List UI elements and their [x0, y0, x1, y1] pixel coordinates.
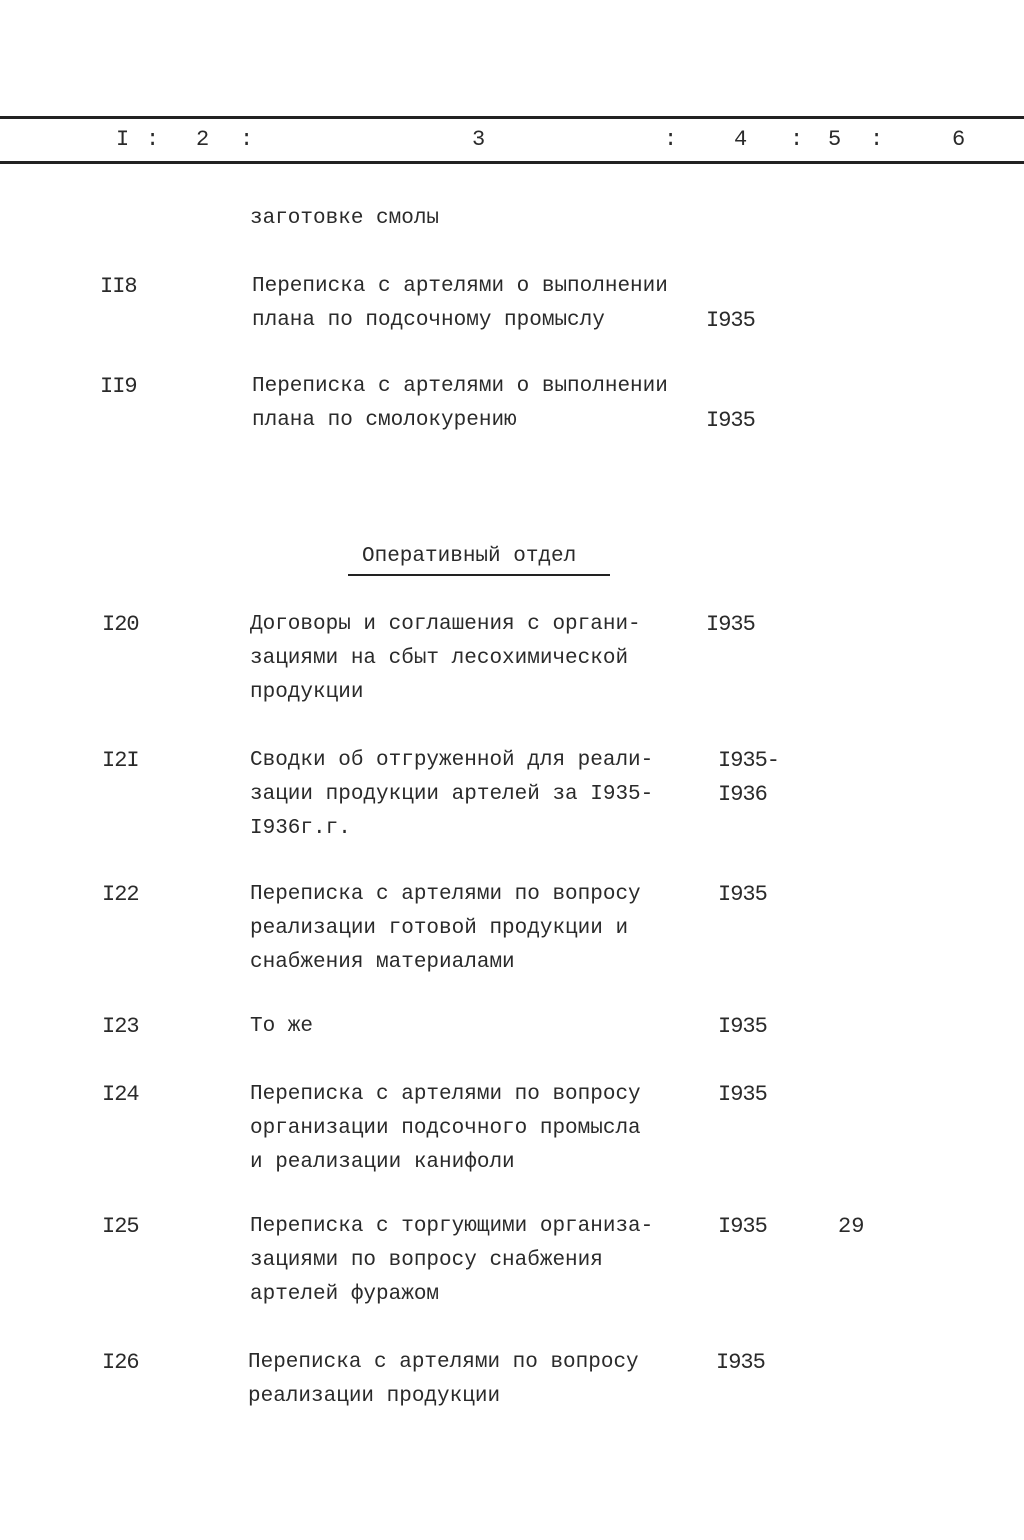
entry-number: I24 — [102, 1082, 139, 1107]
entry-year: I935 — [706, 408, 755, 433]
entry-title-line: реализации готовой продукции и — [250, 917, 629, 940]
column-header-5: 5 — [828, 127, 842, 152]
entry-number: I2I — [102, 748, 139, 773]
entry-title-line: снабжения материалами — [250, 951, 515, 974]
entry-title-line: Переписка с артелями по вопросу — [250, 883, 641, 906]
entry-title-line: Переписка с торгующими организа- — [250, 1215, 654, 1238]
entry-title-line: Переписка с артелями о выполнении — [252, 375, 668, 398]
entry-year: I935 — [718, 1082, 767, 1107]
column-separator: : — [790, 127, 804, 152]
entry-number: I20 — [102, 612, 139, 637]
entry-year: I935 — [716, 1350, 765, 1375]
entry-title-line: Переписка с артелями о выполнении — [252, 275, 668, 298]
entry-year-start: I935- — [718, 748, 780, 773]
entry-title-line: продукции — [250, 681, 364, 704]
entry-year: I935 — [706, 612, 755, 637]
column-separator: : — [870, 127, 884, 152]
entry-number: I26 — [102, 1350, 139, 1375]
continuation-text: заготовке смолы — [250, 207, 440, 230]
entry-number: I22 — [102, 882, 139, 907]
entry-title-line: организации подсочного промысла — [250, 1117, 641, 1140]
column-separator: : — [664, 127, 678, 152]
entry-title-line: артелей фуражом — [250, 1283, 440, 1306]
entry-number: I23 — [102, 1014, 139, 1039]
entry-number: II8 — [100, 274, 137, 299]
entry-title-line: зациями по вопросу снабжения — [250, 1249, 603, 1272]
entry-year: I935 — [718, 1214, 767, 1239]
entry-sheet-count: 29 — [838, 1214, 865, 1239]
column-separator: : — [146, 127, 160, 152]
entry-year: I935 — [718, 882, 767, 907]
entry-year: I935 — [718, 1014, 767, 1039]
column-header-3: 3 — [472, 127, 486, 152]
column-header-1: I — [116, 127, 130, 152]
entry-title-line: Договоры и соглашения с органи- — [250, 613, 641, 636]
entry-title-line: Переписка с артелями по вопросу — [250, 1083, 641, 1106]
entry-title-line: плана по смолокурению — [252, 409, 517, 432]
entry-year: I935 — [706, 308, 755, 333]
entry-title-line: реализации продукции — [248, 1385, 501, 1408]
entry-number: II9 — [100, 374, 137, 399]
entry-title-line: I936г.г. — [250, 817, 351, 840]
entry-title-line: зации продукции артелей за I935- — [250, 783, 654, 806]
entry-title-line: Переписка с артелями по вопросу — [248, 1351, 639, 1374]
column-header-4: 4 — [734, 127, 748, 152]
entry-title-line: зациями на сбыт лесохимической — [250, 647, 629, 670]
header-top-rule — [0, 116, 1024, 119]
entry-title-line: и реализации канифоли — [250, 1151, 515, 1174]
column-header-2: 2 — [196, 127, 210, 152]
entry-year-end: I936 — [718, 782, 767, 807]
column-separator: : — [240, 127, 254, 152]
header-bottom-rule — [0, 161, 1024, 164]
entry-title-line: плана по подсочному промыслу — [252, 309, 605, 332]
entry-number: I25 — [102, 1214, 139, 1239]
column-header-6: 6 — [952, 127, 966, 152]
entry-title-line: То же — [250, 1015, 314, 1038]
entry-title-line: Сводки об отгруженной для реали- — [250, 749, 654, 772]
section-heading: Оперативный отдел — [348, 542, 610, 576]
